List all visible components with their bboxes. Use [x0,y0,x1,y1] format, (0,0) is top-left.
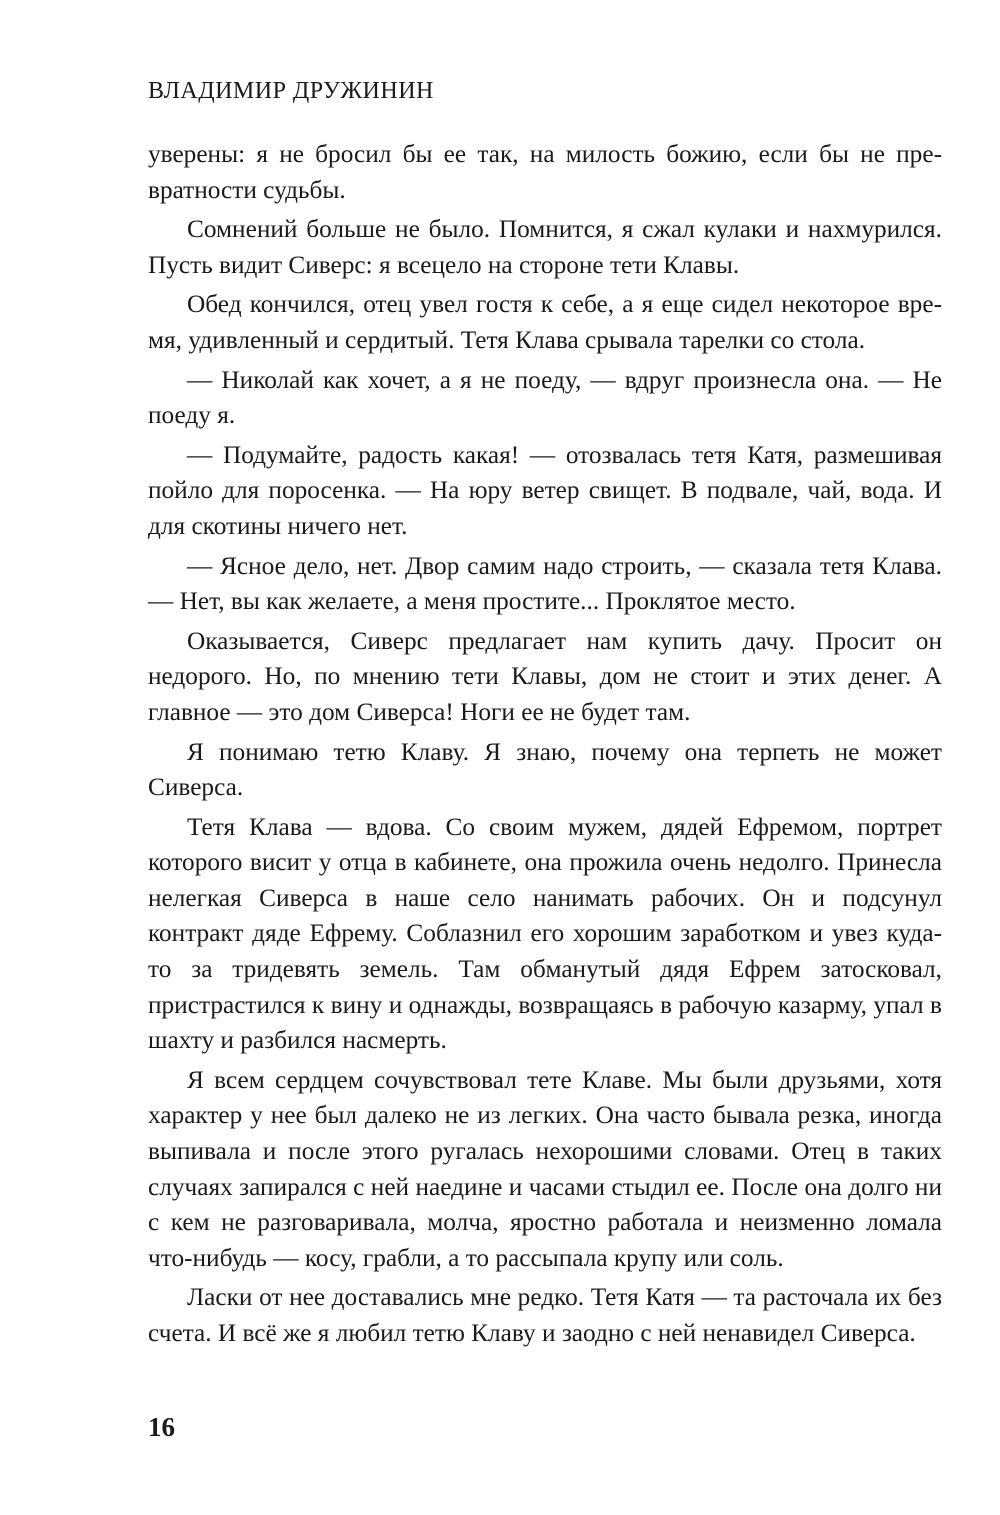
paragraph: Тетя Клава — вдова. Со своим мужем, дядей Ефремом, портрет которого висит у отца в кабинете, она прожила очень недолго. Принесла нелегкая Сиверса в наше село нанимать рабочих. Он и подсунул контракт дяде Ефрему. Соблазнил его хорошим заработком и увез куда-то за тридевять земель. Там обманутый дядя Ефрем затосковал, пристрастился к вину и однажды, возвращаясь в рабочую казарму, упал в шахту и разбился насмерть. [148,812,942,1055]
page-number: 16 [148,1412,175,1442]
paragraph: Я понимаю тетю Клаву. Я знаю, почему она терпеть не может Сиверса. [148,737,942,802]
paragraph: Сомнений больше не было. Помнится, я сжал кулаки и нахмурился. Пусть видит Сиверс: я всецело на стороне тети Клавы. [148,215,942,279]
paragraph: — Ясное дело, нет. Двор самим надо строить, — сказала тетя Клава. — Нет, вы как желаете, а меня простите... Проклятое место. [148,551,942,616]
paragraph: уверены: я не бросил бы ее так, на милость божию, если бы не превратности судьбы. [148,140,942,204]
paragraph: Оказывается, Сиверс предлагает нам купить дачу. Просит он недорого. Но, по мнению тети Клавы, дом не стоит и этих денег. А главное — это дом Сиверса! Ноги ее не будет там. [148,626,942,726]
paragraph: Ласки от нее доставались мне редко. Тетя Катя — та расточала их без счета. И всё же я любил тетю Клаву и заодно с ней ненавидел Сиверса. [148,1283,942,1347]
paragraph: Я всем сердцем сочувствовал тете Клаве. Мы были друзьями, хотя характер у нее был далеко не из легких. Она часто бывала резка, иногда выпивала и после этого ругалась нехорошими словами. Отец в таких случаях запирался с ней наедине и часами стыдил ее. После она долго ни с кем не разговаривала, молча, яростно работала и неизменно ломала что-нибудь — косу, грабли, а то рассыпала крупу или соль. [148,1065,942,1272]
paragraph: — Николай как хочет, а я не поеду, — вдруг произнесла она. — Не поеду я. [148,365,942,430]
running-header-author: ВЛАДИМИР ДРУЖИНИН [148,78,434,104]
body-text [148,137,942,1356]
paragraph: Обед кончился, отец увел гостя к себе, а я еще сидел некоторое время, удивленный и сердитый. Тетя Клава срывала тарелки со стола. [148,290,942,354]
paragraph: — Подумайте, радость какая! — отозвалась тетя Катя, размешивая пойло для поросенка. — На юру ветер свищет. В подвале, чай, вода. И для скотины ничего нет. [148,440,942,540]
